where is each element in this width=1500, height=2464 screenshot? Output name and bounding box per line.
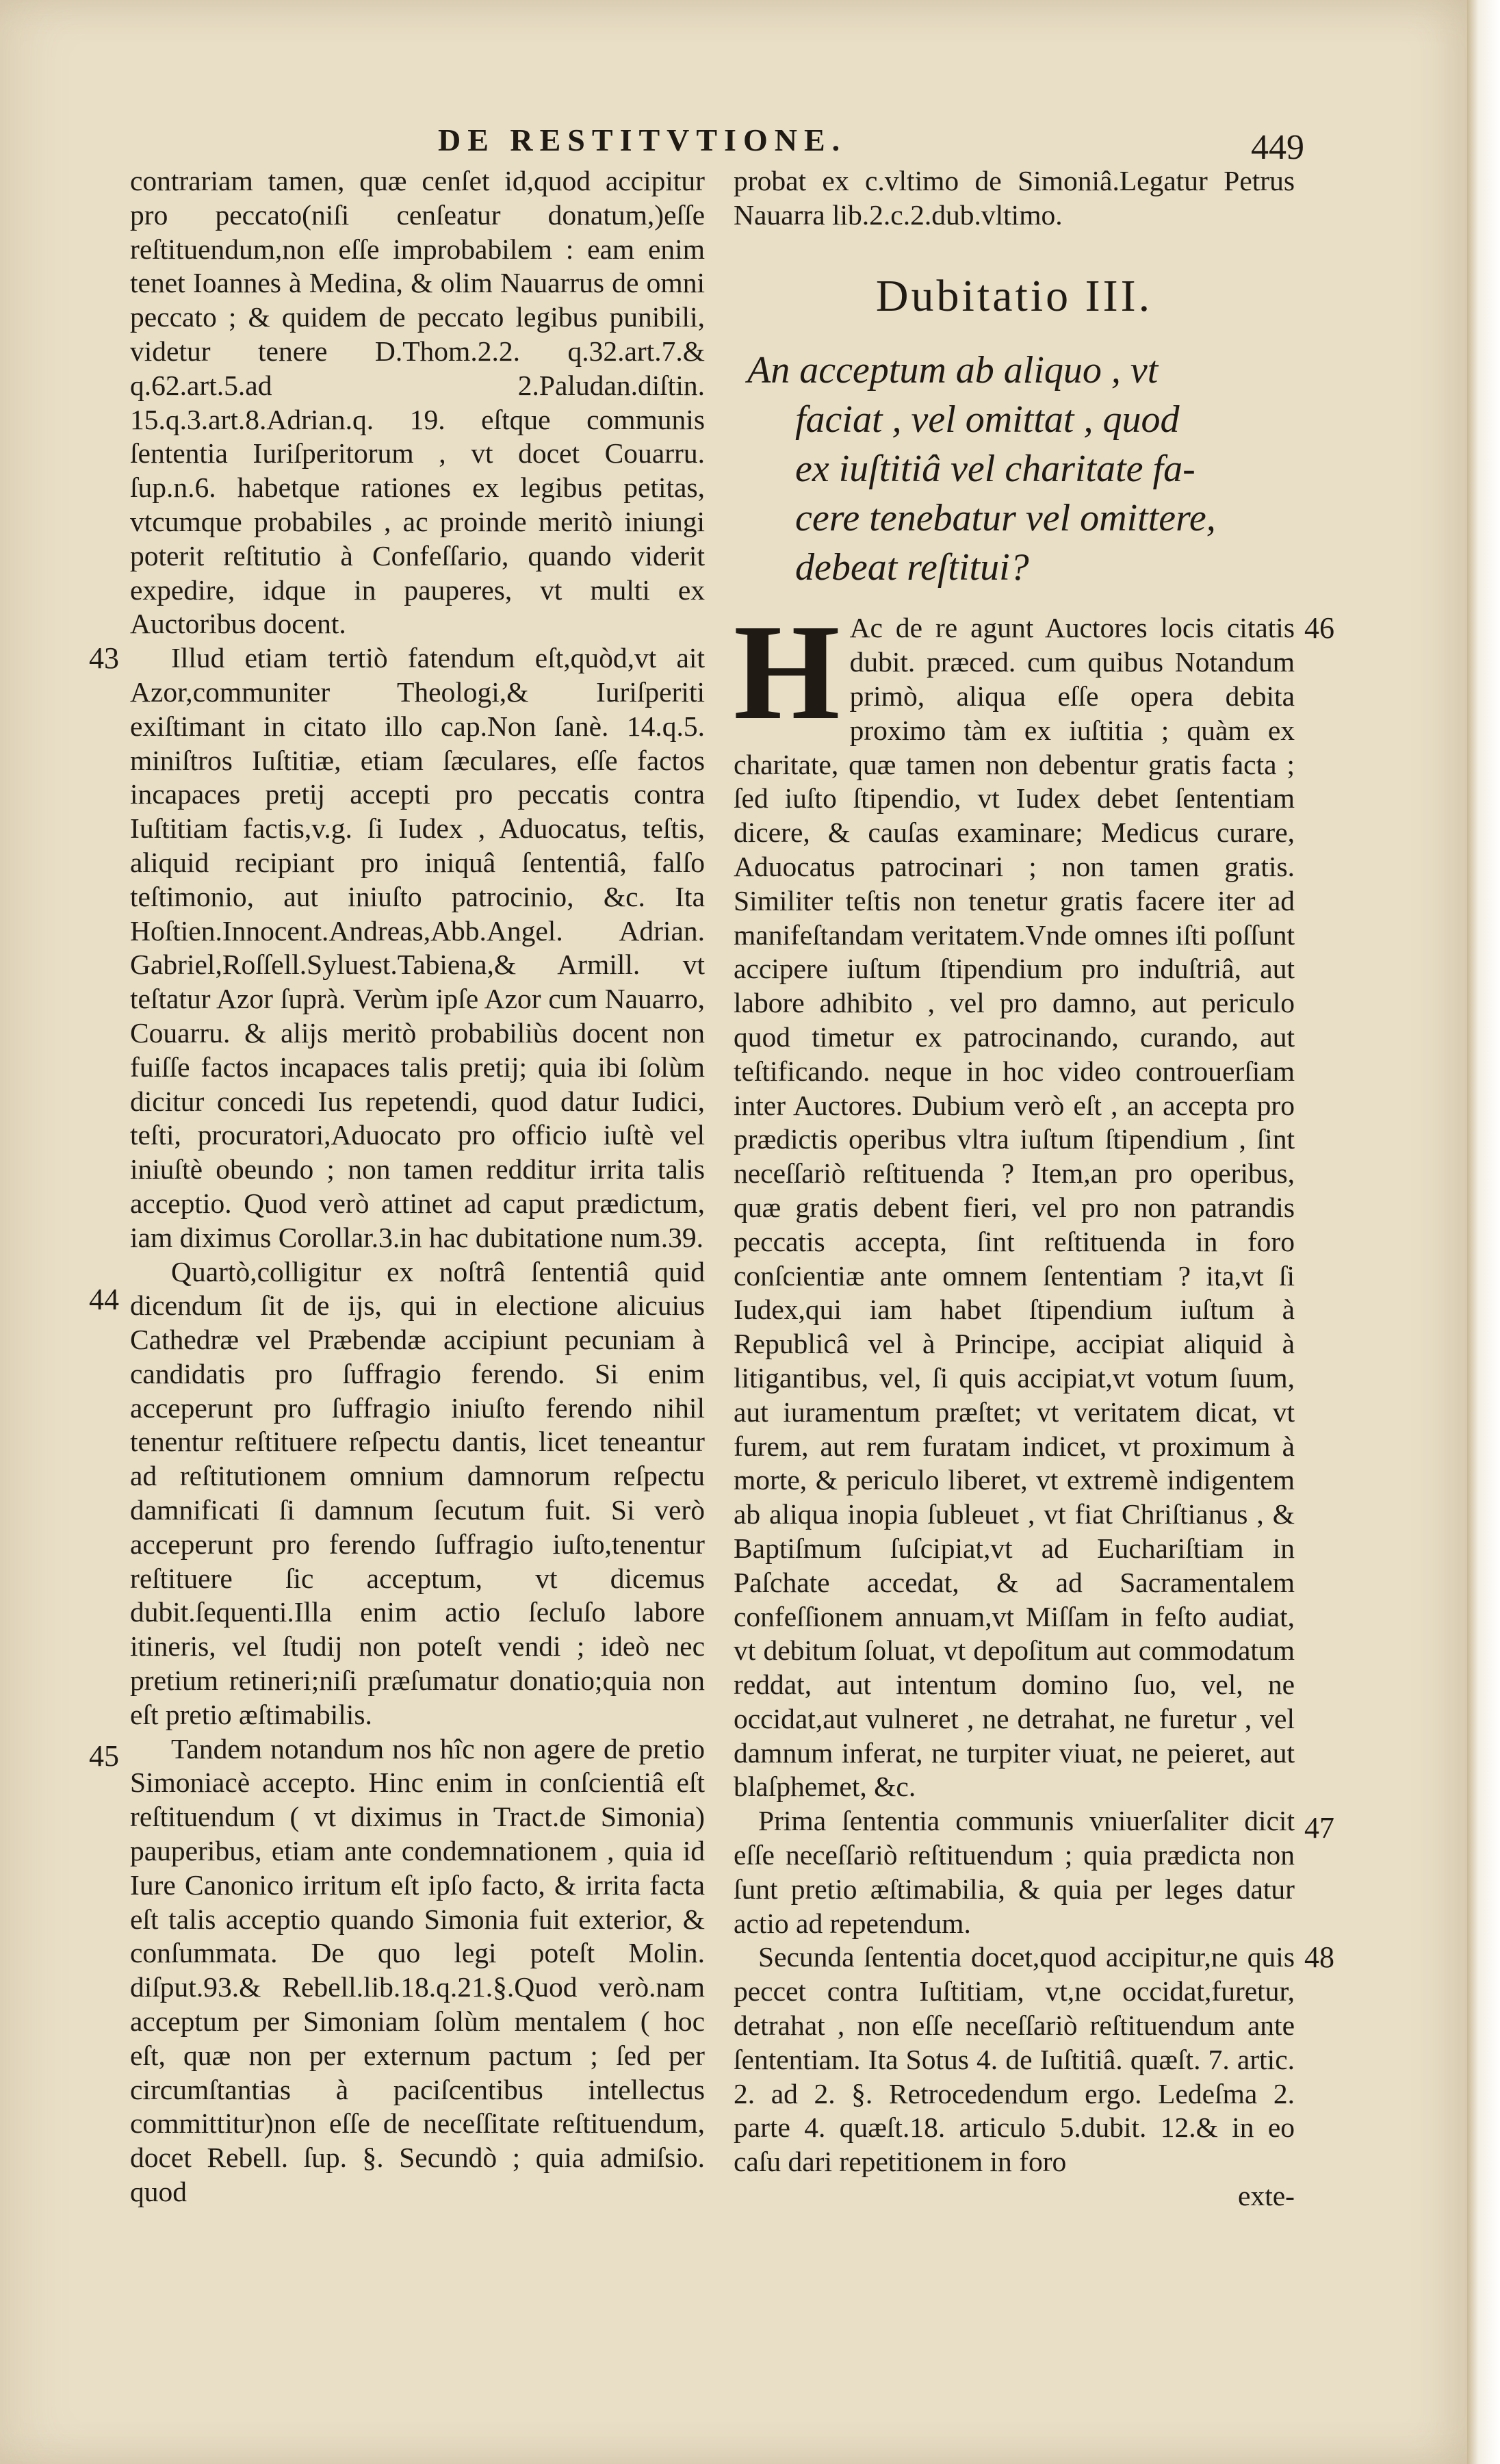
page-edge: [1467, 0, 1500, 2464]
question-line: debeat reſtitui?: [795, 546, 1029, 589]
question-line: faciat , vel omittat , quod: [795, 398, 1180, 441]
margin-number-47: 47: [1304, 1811, 1334, 1845]
margin-number-43: 43: [89, 641, 119, 676]
question-line: ex iuſtitiâ vel charitate fa-: [795, 448, 1195, 491]
catchword: exte-: [1238, 2180, 1295, 2212]
left-paragraph-4: Tandem notandum nos hîc non agere de pretio Simoniacè accepto. Hinc enim in conſcientiâ eſt reſtituendum ( vt diximus in Tract.de Simonia) pauperibus, etiam ante condemnationem , quia id Iure Canonico irritum eſt ipſo facto, & irrita facta eſt talis acceptio quando Simonia fuit exterior, & conſummata. De quo legi poteſt Molin. diſput.93.& Rebell.lib.18.q.21.§.Quod verò.nam acceptum per Simoniam ſolùm mentalem ( hoc eſt, quæ non per externum pactum ; ſed per circumſtantias à paciſcentibus intellectus committitur)non eſſe de neceſſitate reſtituendum, docet Rebell. ſup. §. Secundò ; quia admiſsio. quod: [130, 1732, 705, 2208]
right-paragraph-1: Ac de re agunt Auctores locis citatis dubit. præced. cum quibus Notandum primò, aliqua eſſe opera debita proximo tàm ex iuſtitia ; quàm ex charitate, quæ tamen non debentur gratis facta ; ſed iuſto ſtipendio, vt Iudex debet ſententiam dicere, & cauſas examinare; Medicus curare, Aduocatus patrocinari ; non tamen gratis. Similiter teſtis non tenetur gratis facere iter ad manifeſtandam veritatem.Vnde omnes iſti poſſunt accipere iuſtum ſtipendium pro induſtriâ, aut labore adhibito , vel pro damno, aut periculo quod timetur ex patrocinando, curando, aut teſtificando. neque in hoc video controuerſiam inter Auctores. Dubium verò eſt , an accepta pro prædictis operibus vltra iuſtum ſtipendium , ſint neceſſariò reſtituenda ? Item,an pro operibus, quæ gratis debent fieri, vel pro non patrandis peccatis accepta, ſint reſtituenda in foro conſcientiæ ante omnem ſententiam ? ita,vt ſi Iudex,qui iam habet ſtipendium iuſtum à Republicâ vel à Principe, accipiat aliquid à litigantibus, vel, ſi quis accipiat,vt votum ſuum, aut iuramentum præſtet; vt veritatem dicat, vt furem, aut rem furatam indicet, vt proximum à morte, & periculo liberet, vt extremè indigentem ab aliqua inopia ſubleuet , vt fiat Chriſtianus , & Baptiſmum ſuſcipiat,vt ad Euchariſtiam in Paſchate accedat, & ad Sacramentalem confeſſionem annuam,vt Miſſam in feſto audiat, vt debitum ſoluat, vt depoſitum aut commodatum reddat, aut intentum domino ſuo, vel, ne occidat,aut vulneret , ne detrahat, ne furetur , vel damnum inferat, ne turpiter viuat, ne peieret, aut blaſphemet, &c.: [734, 612, 1295, 1803]
right-paragraph-3-block: [734, 1940, 1334, 2179]
right-paragraph-2: Prima ſententia communis vniuerſaliter dicit eſſe neceſſariò reſtituendum ; quia prædicta non ſunt pretio æſtimabilia, & quia per leges datur actio ad repetendum.: [734, 1805, 1295, 1939]
margin-number-45: 45: [89, 1738, 119, 1773]
left-paragraph-1: contrariam tamen, quæ cenſet id,quod accipitur pro peccato(niſi cenſeatur donatum,)eſſe reſtituendum,non eſſe improbabilem : eam enim tenet Ioannes à Medina, & olim Nauarrus de omni peccato ; & quidem de peccato legibus punibili, videtur tenere D.Thom.2.2. q.32.art.7.& q.62.art.5.ad 2.Paludan.diſtin. 15.q.3.art.8.Adrian.q. 19. eſtque communis ſententia Iuriſperitorum , vt docet Couarru. ſup.n.6. habetque rationes ex legibus petitas, vtcumque probabiles , ac proinde meritò iniungi poterit reſtitutio à Confeſſario, quando viderit expedire, idque in pauperes, vt multi ex Auctoribus docent.: [130, 165, 705, 640]
page-number: 449: [1251, 128, 1304, 167]
margin-number-44: 44: [89, 1282, 119, 1316]
left-column: [89, 164, 705, 2209]
question-line: An acceptum ab aliquo , vt: [747, 349, 1159, 392]
right-paragraph-2-block: [734, 1804, 1334, 1940]
question-heading: [747, 346, 1295, 592]
section-title: Dubitatio III.: [875, 270, 1153, 321]
left-paragraph-3-block: [89, 1255, 705, 1732]
margin-number-46: 46: [1304, 611, 1334, 645]
drop-cap: H: [734, 597, 840, 749]
right-paragraph-0: probat ex c.vltimo de Simoniâ.Legatur Petrus Nauarra lib.2.c.2.dub.vltimo.: [734, 165, 1295, 231]
right-paragraph-3: Secunda ſententia docet,quod accipitur,ne quis peccet contra Iuſtitiam, vt,ne occidat,furetur, detrahat , non eſſe neceſſariò reſtituendum ante ſententiam. Ita Sotus 4. de Iuſtitiâ. quæſt. 7. artic. 2. ad 2. §. Retrocedendum ergo. Ledeſma 2. parte 4. quæſt.18. articulo 5.dubit. 12.& in eo caſu dari repetitionem in foro: [734, 1941, 1295, 2178]
left-paragraph-4-block: [89, 1732, 705, 2209]
right-paragraph-1-block: [734, 597, 1334, 1804]
left-paragraph-2: Illud etiam tertiò fatendum eſt,quòd,vt ait Azor,communiter Theologi,& Iuriſperiti exiſtimant in citato illo cap.Non ſanè. 14.q.5. miniſtros Iuſtitiæ, etiam ſæculares, eſſe factos incapaces pretij accepti pro peccatis contra Iuſtitiam factis,v.g. ſi Iudex , Aduocatus, teſtis, aliquid recipiant pro iniquâ ſententiâ, falſo teſtimonio, aut iniuſto patrocinio, &c. Ita Hoſtien.Innocent.Andreas,Abb.Angel. Adrian. Gabriel,Roſſell.Syluest.Tabiena,& Armill. vt teſtatur Azor ſuprà. Verùm ipſe Azor cum Nauarro, Couarru. & alijs meritò probabiliùs docent non fuiſſe factos incapaces talis pretij; quia ibi ſolùm dicitur concedi Ius repetendi, quod datur Iudici, teſti, procuratori,Aduocato pro officio iuſtè vel iniuſtè obeundo ; non tamen redditur irrita talis acceptio. Quod verò attinet ad caput prædictum, iam diximus Corollar.3.in hac dubitatione num.39.: [130, 642, 705, 1253]
margin-number-48: 48: [1304, 1940, 1334, 1975]
left-paragraph-3: Quartò,colligitur ex noſtrâ ſententiâ quid dicendum ſit de ijs, qui in electione alicuius Cathedræ vel Præbendæ accipiunt pecuniam à candidatis pro ſuffragio ferendo. Si enim acceperunt pro ſuffragio iniuſto ferendo nihil tenentur reſtituere reſpectu dantis, licet teneantur ad reſtitutionem omnium damnorum reſpectu damnificati ſi damnum ſecutum fuit. Si verò acceperunt pro ferendo ſuffragio iuſto,tenentur reſtituere ſic acceptum, vt dicemus dubit.ſequenti.Illa enim actio ſecluſo labore itineris, vel ſtudij non poteſt vendi ; ideò nec pretium retineri;niſi præſumatur donatio;quia non eſt pretio æſtimabilis.: [130, 1255, 705, 1730]
running-title: DE RESTITVTIONE.: [438, 123, 847, 157]
right-column: [734, 164, 1334, 2213]
question-line: cere tenebatur vel omittere,: [795, 497, 1216, 540]
left-paragraph-2-block: [89, 641, 705, 1255]
